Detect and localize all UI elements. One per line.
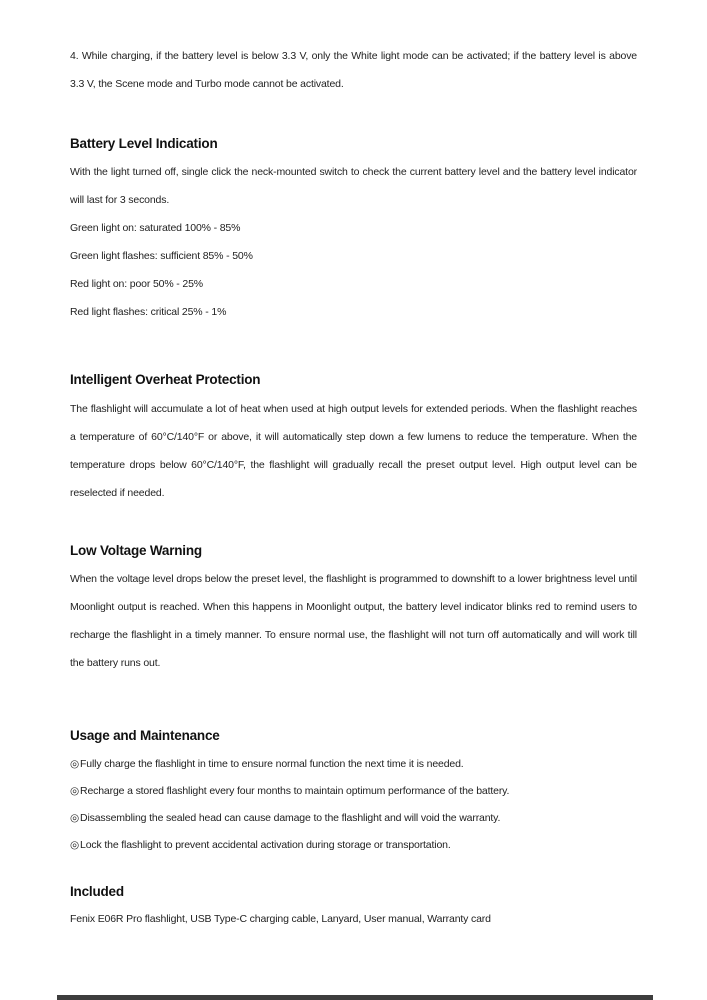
bullseye-bullet-icon: ◎ — [70, 785, 80, 797]
bullseye-bullet-icon: ◎ — [70, 812, 80, 824]
bullseye-bullet-icon: ◎ — [70, 839, 80, 851]
usage-bullet-lock — [70, 832, 637, 859]
usage-bullet-text: Fully charge the flashlight in time to ensure normal function the next time it is needed. — [80, 758, 464, 770]
usage-bullet-text: Recharge a stored flashlight every four months to maintain optimum performance of the battery. — [80, 785, 510, 797]
charging-note-paragraph: 4. While charging, if the battery level is below 3.3 V, only the White light mode can be activated; if the battery level is above 3.3 V, the Scene mode and Turbo mode cannot be activated. — [70, 50, 637, 90]
heading-overheat-protection: Intelligent Overheat Protection — [70, 372, 261, 387]
heading-included: Included — [70, 884, 124, 899]
next-section-dark-bar — [57, 995, 653, 1000]
low-voltage-paragraph: When the voltage level drops below the preset level, the flashlight is programmed to downshift to a lower brightness level until Moonlight output is reached. When this happens in Moonlight output, the battery level indicator blinks red to remind users to recharge the flashlight in a timely manner. To ensure normal use, the flashlight will not turn off automatically and will work till the battery runs out. — [70, 573, 637, 669]
heading-usage-and-maintenance: Usage and Maintenance — [70, 728, 220, 743]
battery-level-line-red-on: Red light on: poor 50% - 25% — [70, 278, 203, 290]
heading-battery-level-indication: Battery Level Indication — [70, 136, 218, 151]
usage-bullet-charge — [70, 751, 637, 778]
usage-bullet-text: Disassembling the sealed head can cause damage to the flashlight and will void the warranty. — [80, 812, 501, 824]
usage-bullet-disassembling — [70, 805, 637, 832]
battery-level-line-green-flashes: Green light flashes: sufficient 85% - 50% — [70, 250, 253, 262]
overheat-protection-paragraph: The flashlight will accumulate a lot of heat when used at high output levels for extended periods. When the flashlight reaches a temperature of 60°C/140°F or above, it will automatically step down a few lumens to reduce the temperature. When the temperature drops below 60°C/140°F, the flashlight will gradually recall the preset output level. High output level can be reselected if needed. — [70, 403, 637, 499]
bullseye-bullet-icon: ◎ — [70, 758, 80, 770]
usage-bullet-recharge — [70, 778, 637, 805]
battery-level-line-green-on: Green light on: saturated 100% - 85% — [70, 222, 241, 234]
heading-low-voltage-warning: Low Voltage Warning — [70, 543, 202, 558]
included-items-line: Fenix E06R Pro flashlight, USB Type-C charging cable, Lanyard, User manual, Warranty card — [70, 913, 491, 925]
battery-level-line-red-flashes: Red light flashes: critical 25% - 1% — [70, 306, 227, 318]
manual-content-column — [70, 42, 637, 933]
battery-level-paragraph: With the light turned off, single click the neck-mounted switch to check the current battery level and the battery level indicator will last for 3 seconds. — [70, 166, 637, 206]
usage-bullet-text: Lock the flashlight to prevent accidental activation during storage or transportation. — [80, 839, 451, 851]
